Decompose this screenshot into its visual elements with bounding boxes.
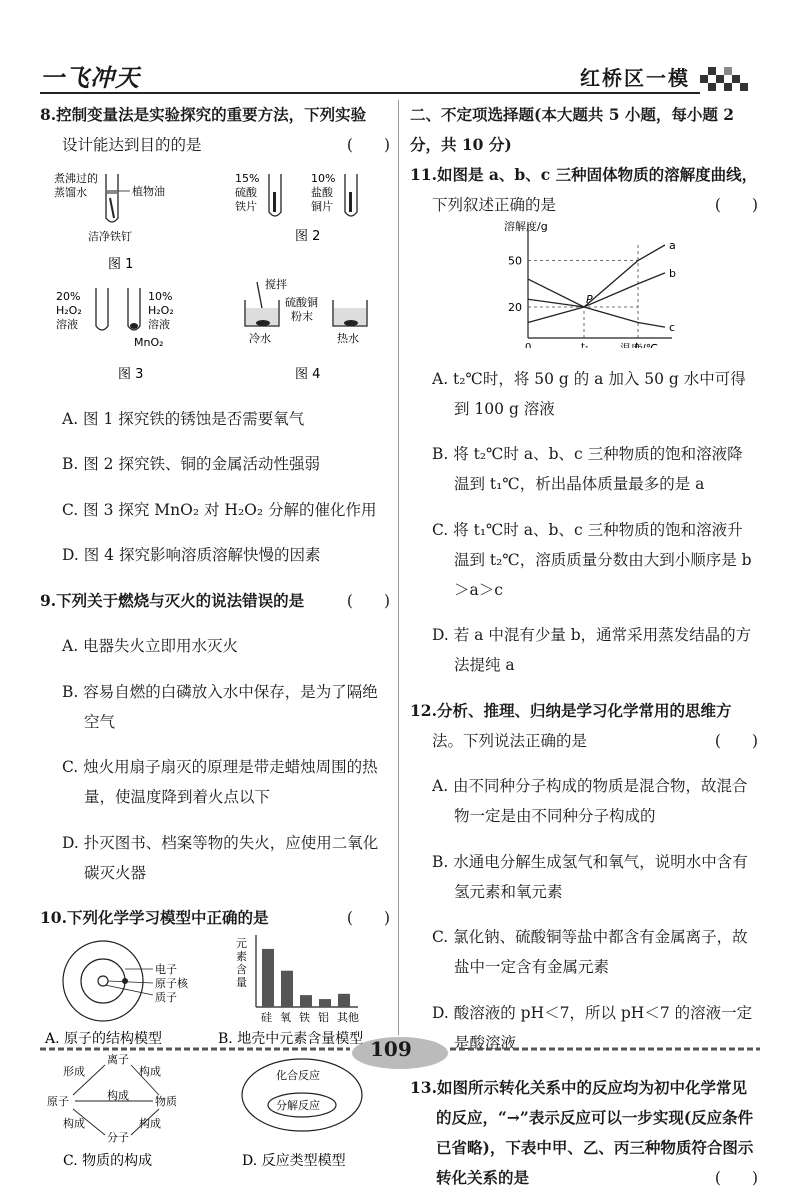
- question-11: [410, 160, 758, 680]
- fig2-label-b2: 盐酸: [310, 186, 333, 199]
- q9-option-a[interactable]: A. 电器失火立即用水灭火: [62, 637, 239, 655]
- chart-ylabel: 溶解度/g: [504, 220, 548, 233]
- q8-option-b[interactable]: B. 图 2 探究铁、铜的金属活动性强弱: [62, 455, 320, 473]
- bar-ylabel-3: 含: [235, 963, 247, 976]
- flow-ion: 离子: [106, 1053, 129, 1066]
- fig4-label-hot: 热水: [336, 332, 359, 345]
- atom-electron: [122, 978, 128, 984]
- bar-labels: [261, 1010, 359, 1024]
- fig3-label-mno2: MnO₂: [133, 336, 164, 349]
- page-header: [0, 0, 800, 100]
- q11-option-a[interactable]: A. t₂℃时，将 50 g 的 a 加入 50 g 水中可得到 100 g 溶液: [432, 369, 746, 418]
- series-c-label: c: [669, 321, 676, 335]
- fig1-label-water2: 蒸馏水: [53, 186, 87, 199]
- q13-stem: 13.如图所示转化关系中的反应均为初中化学常见的反应，“→”表示反应可以一步实现(反应条件已省略)，下表中甲、乙、丙三种物质符合图示转化关系的是: [410, 1078, 754, 1187]
- q10-option-b[interactable]: B. 地壳中元素含量模型: [217, 1031, 363, 1047]
- bar-0: [262, 949, 274, 1007]
- fig2-label-b1: 10%: [310, 172, 335, 185]
- q12-answer-paren[interactable]: ( ): [714, 731, 758, 750]
- bar-label-1: 氧: [279, 1011, 291, 1024]
- fig3-label-a3: 溶液: [55, 318, 78, 331]
- question-12: [410, 696, 758, 1058]
- brand-logo: 一飞冲天: [40, 64, 140, 92]
- q13-answer-paren[interactable]: ( ): [714, 1169, 758, 1187]
- bar-group: [262, 949, 350, 1007]
- q8-answer-paren[interactable]: ( ): [346, 136, 390, 154]
- q10-bar-model: [218, 933, 388, 1051]
- q8-stem-line2: 设计能达到目的的是: [62, 136, 202, 154]
- bar-4: [338, 994, 350, 1007]
- q8-figure-2: [233, 168, 383, 278]
- fig3-label-b1: 10%: [147, 290, 172, 303]
- fig2-iron-strip: [273, 192, 276, 212]
- q8-option-a[interactable]: A. 图 1 探究铁的锈蚀是否需要氧气: [62, 409, 305, 428]
- q12-stem-line2: 法。下列说法正确的是: [432, 731, 588, 750]
- bar-ylabel-4: 量: [235, 976, 247, 989]
- flow-c4: 构成: [138, 1117, 161, 1130]
- q11-option-b[interactable]: B. 将 t₂℃时 a、b、c 三种物质的饱和溶液降温到 t₁℃，析出晶体质量最多的是 a: [432, 445, 743, 493]
- chart-xtick-0: 0: [525, 342, 532, 348]
- rx-label-inner: 分解反应: [275, 1099, 320, 1112]
- section2-title-line2: 分，共 10 分): [410, 135, 512, 154]
- q8-figures-row2: [40, 278, 390, 388]
- atom-label-nucleus: 原子核: [154, 977, 188, 990]
- flow-c3: 构成: [62, 1117, 85, 1130]
- fig4-label-cuso4-1: 硫酸铜: [284, 296, 318, 309]
- q8-figure-1: [48, 168, 218, 278]
- q8-option-d[interactable]: D. 图 4 探究影响溶质溶解快慢的因素: [62, 546, 321, 564]
- section2-title-line1: 二、不定项选择题(本大题共 5 小题，每小题 2: [410, 105, 735, 124]
- fig4-label-cold: 冷水: [248, 332, 271, 345]
- fig2-label-a3: 铁片: [234, 200, 257, 213]
- fig4-label-stir: 搅拌: [264, 278, 287, 291]
- q8-figure-4: [233, 278, 383, 388]
- q12-option-a[interactable]: A. 由不同种分子构成的物质是混合物，故混合物一定是由不同种分子构成的: [432, 777, 748, 825]
- question-9: [40, 586, 390, 888]
- fig2-label-a2: 硫酸: [234, 186, 257, 199]
- bar-label-4: 其他: [336, 1011, 359, 1024]
- bar-label-3: 铝: [317, 1011, 329, 1024]
- q11-stem-line2: 下列叙述正确的是: [432, 196, 557, 214]
- series-a-label: a: [669, 239, 676, 252]
- chart-xtick-1: t₁: [581, 342, 589, 348]
- bar-label-2: 铁: [298, 1011, 310, 1024]
- series-c-line: [528, 279, 665, 327]
- q12-option-b[interactable]: B. 水通电分解生成氢气和氧气，说明水中含有氢元素和氧元素: [432, 852, 748, 901]
- fig4-caption: 图 4: [294, 367, 320, 382]
- flow-c2: 构成: [106, 1089, 129, 1102]
- question-13: [410, 1073, 758, 1193]
- q10-stem: 10.下列化学学习模型中正确的是: [40, 908, 269, 927]
- q8-figure-3: [48, 278, 218, 388]
- checker-decoration: [700, 55, 750, 95]
- q11-chart-wrap: [410, 220, 758, 348]
- left-column: [40, 100, 390, 1171]
- atom-label-electron: 电子: [154, 963, 177, 976]
- flow-substance: 物质: [154, 1095, 177, 1108]
- bar-ylabel-2: 素: [235, 950, 247, 963]
- bar-1: [281, 971, 293, 1007]
- q10-atom-model: [43, 933, 213, 1051]
- bar-label-0: 硅: [260, 1011, 272, 1024]
- column-divider: [398, 100, 399, 1035]
- fig3-label-b2: H₂O₂: [147, 304, 174, 317]
- q11-option-c[interactable]: C. 将 t₁℃时 a、b、c 三种物质的饱和溶液升温到 t₂℃，溶质质量分数由大到小顺序是 b＞a＞c: [432, 520, 752, 599]
- q10-option-a[interactable]: A. 原子的结构模型: [44, 1031, 162, 1047]
- question-8: [40, 100, 390, 570]
- flow-molecule: 分子: [106, 1131, 129, 1144]
- q9-option-b[interactable]: B. 容易自燃的白磷放入水中保存，是为了隔绝空气: [62, 682, 378, 731]
- q9-answer-paren[interactable]: ( ): [346, 591, 390, 610]
- right-column: [410, 100, 758, 1193]
- q9-option-d[interactable]: D. 扑灭图书、档案等物的失火，应使用二氧化碳灭火器: [62, 833, 379, 882]
- flow-c1: 构成: [138, 1065, 161, 1078]
- chart-ytick-0: 20: [508, 301, 522, 314]
- q10-option-c[interactable]: C. 物质的构成: [62, 1153, 152, 1169]
- fig2-label-b3: 铜片: [310, 200, 333, 213]
- flow-form: 形成: [62, 1065, 85, 1078]
- q11-stem-line1: 11.如图是 a、b、c 三种固体物质的溶解度曲线，: [410, 165, 758, 184]
- chart-xtick-2: t₂: [635, 342, 643, 348]
- fig1-caption: 图 1: [107, 257, 133, 272]
- q8-option-c[interactable]: C. 图 3 探究 MnO₂ 对 H₂O₂ 分解的催化作用: [62, 500, 377, 519]
- q8-figures-row1: [40, 168, 390, 278]
- q10-figures-row1: [40, 933, 390, 1051]
- q12-option-c[interactable]: C. 氯化钠、硫酸铜等盐中都含有金属离子，故盐中一定含有金属元素: [432, 928, 748, 976]
- fig2-copper-strip: [349, 192, 352, 212]
- fig4-label-cuso4-2: 粉末: [290, 310, 313, 323]
- q12-option-d[interactable]: D. 酸溶液的 pH＜7，所以 pH＜7 的溶液一定是酸溶液: [432, 1003, 753, 1052]
- fig1-label-water1: 煮沸过的: [53, 172, 98, 185]
- header-rule: [40, 92, 700, 94]
- q9-option-c[interactable]: C. 烛火用扇子扇灭的原理是带走蜡烛周围的热量，使温度降到着火点以下: [62, 758, 378, 806]
- fig1-oil-layer: [107, 190, 117, 194]
- fig1-iron-nail: [110, 198, 114, 218]
- fig3-label-a1: 20%: [55, 290, 80, 303]
- q9-stem: 9.下列关于燃烧与灭火的说法错误的是: [40, 590, 305, 610]
- q12-stem-line1: 12.分析、推理、归纳是学习化学常用的思维方: [410, 700, 732, 720]
- fig3-label-b3: 溶液: [147, 318, 170, 331]
- rx-label-outer: 化合反应: [275, 1069, 320, 1082]
- flow-atom: 原子: [46, 1095, 69, 1108]
- q10-option-d[interactable]: D. 反应类型模型: [241, 1153, 346, 1169]
- fig2-label-a1: 15%: [234, 172, 259, 185]
- chart-point-p: P: [586, 293, 593, 306]
- fig3-mno2-powder: [130, 323, 138, 329]
- q11-option-d[interactable]: D. 若 a 中混有少量 b，通常采用蒸发结晶的方法提纯 a: [432, 626, 752, 674]
- bar-ylabel-1: 元: [235, 937, 247, 950]
- fig1-test-tube: [106, 174, 118, 222]
- exam-region: 红桥区一模: [580, 66, 690, 90]
- fig3-caption: 图 3: [117, 367, 143, 382]
- bar-3: [319, 999, 331, 1007]
- q11-answer-paren[interactable]: ( ): [714, 196, 758, 214]
- chart-marks: [504, 220, 676, 348]
- series-b-label: b: [669, 266, 676, 280]
- atom-nucleus: [98, 976, 108, 986]
- fig1-label-oil: 植物油: [131, 185, 165, 198]
- atom-label-proton: 质子: [154, 991, 177, 1004]
- bar-2: [300, 995, 312, 1007]
- solubility-chart: [500, 220, 680, 348]
- fig3-tube-left: [96, 288, 108, 330]
- q8-stem-line1: 8.控制变量法是实验探究的重要方法，下列实验: [40, 105, 367, 124]
- fig1-label-nail: 洁净铁钉: [87, 230, 132, 243]
- chart-ytick-1: 50: [508, 254, 522, 268]
- page-number: 109: [370, 1037, 412, 1061]
- fig2-caption: 图 2: [294, 229, 320, 244]
- fig3-label-a2: H₂O₂: [55, 304, 82, 317]
- q10-answer-paren[interactable]: ( ): [346, 909, 390, 927]
